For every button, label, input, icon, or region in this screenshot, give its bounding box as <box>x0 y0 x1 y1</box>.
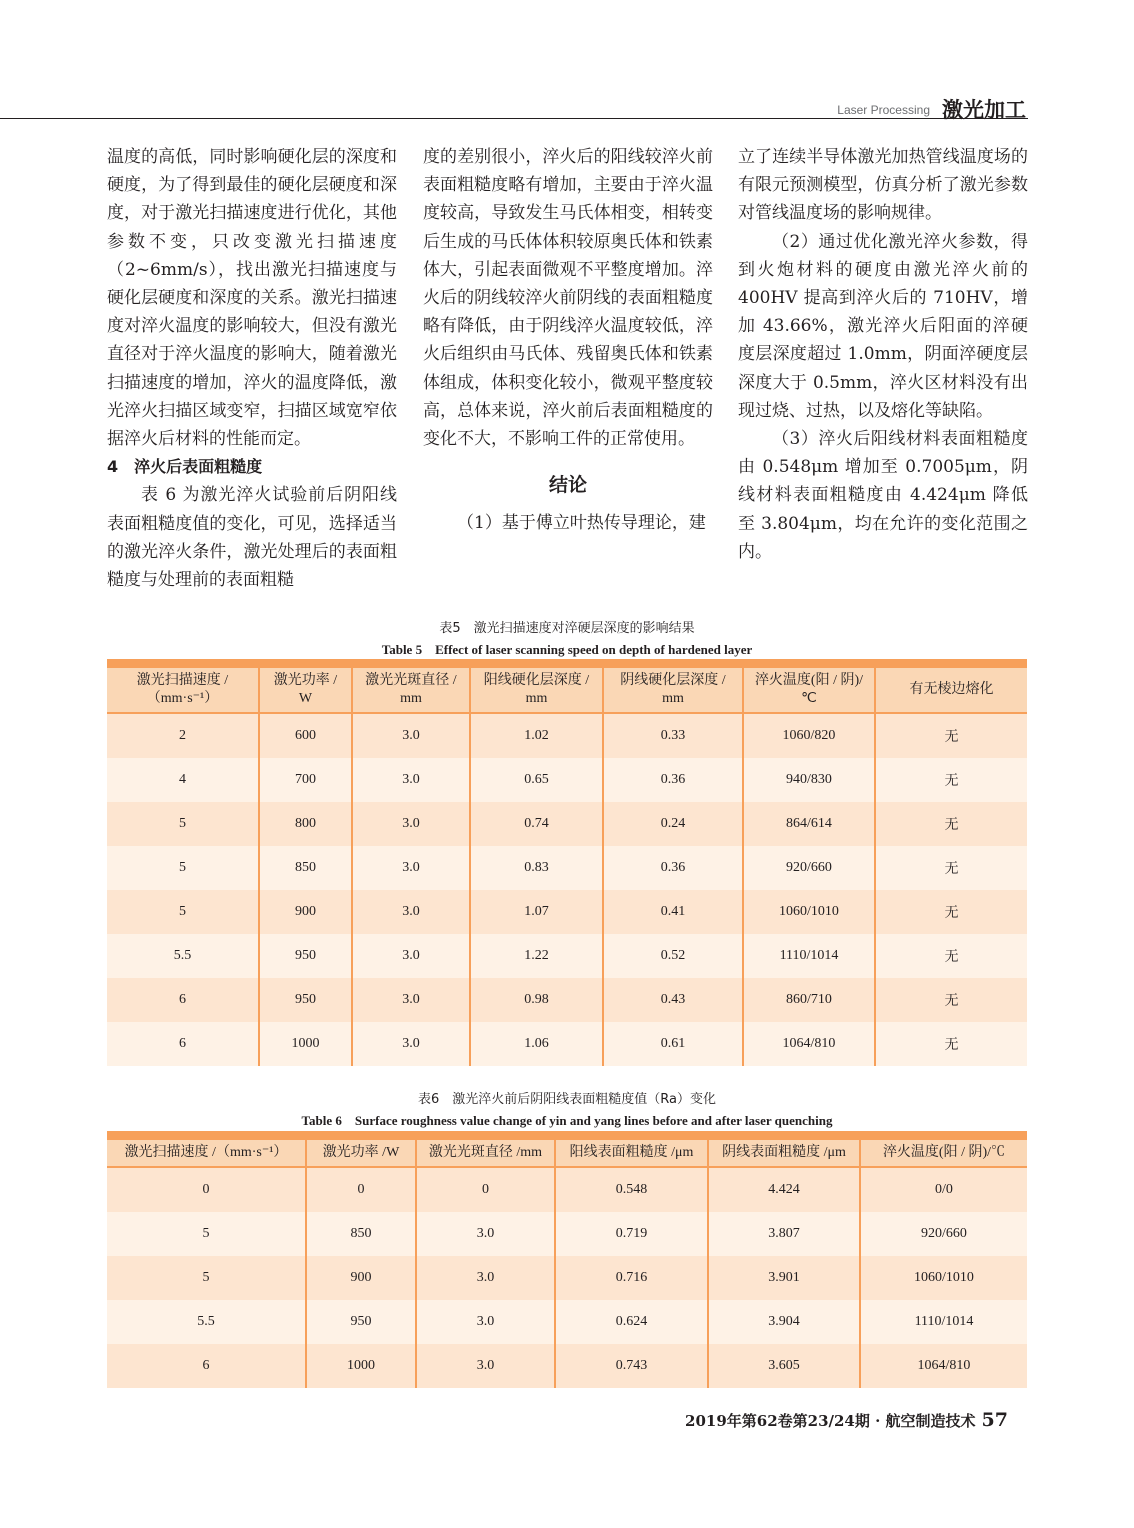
table-cell: 1.22 <box>470 934 603 978</box>
table-cell: 4 <box>107 758 259 802</box>
table-cell: 无 <box>875 978 1027 1022</box>
table5-body <box>107 713 1027 1066</box>
table-row <box>107 1167 1027 1212</box>
table5-header-cell <box>107 664 259 714</box>
table-cell: 无 <box>875 758 1027 802</box>
table-cell: 3.0 <box>352 713 470 758</box>
table-cell: 920/660 <box>743 846 875 890</box>
table5-header-cell <box>743 664 875 714</box>
table6-header-row <box>107 1136 1027 1168</box>
table-cell: 0.52 <box>603 934 743 978</box>
table-cell: 0 <box>306 1167 416 1212</box>
table-cell: 3.807 <box>708 1212 860 1256</box>
table6-caption-en: Table 6 Surface roughness value change of yin and yang lines before and after laser quenching <box>301 1113 833 1128</box>
table-cell: 0.24 <box>603 802 743 846</box>
table-cell: 700 <box>259 758 352 802</box>
table-cell: 0.41 <box>603 890 743 934</box>
table-row <box>107 713 1027 758</box>
text-column-1 <box>107 143 397 594</box>
table-cell: 1064/810 <box>860 1344 1027 1388</box>
table-cell: 1.06 <box>470 1022 603 1066</box>
table-cell: 950 <box>306 1300 416 1344</box>
table-cell: 0.743 <box>555 1344 708 1388</box>
conclusion-heading: 结论 <box>548 474 587 497</box>
table-cell: 1.07 <box>470 890 603 934</box>
table-cell: 0.36 <box>603 758 743 802</box>
paragraph: （2）通过优化激光淬火参数，得到火炮材料的硬度由激光淬火前的 400HV 提高到淬火后的 710HV，增加 43.66%，激光淬火后阳面的淬硬度层深度超过 1.0mm，阴面淬硬度层深度大于 0.5mm，淬火区材料没有出现过烧、过热，以及熔化等缺陷。 <box>738 231 1028 421</box>
table5-header-text: 阴线硬化层深度 / <box>620 673 726 688</box>
table-row <box>107 1344 1027 1388</box>
table-row <box>107 1212 1027 1256</box>
table-cell: 无 <box>875 1022 1027 1066</box>
table-cell: 3.901 <box>708 1256 860 1300</box>
table-cell: 3.0 <box>352 758 470 802</box>
table6-caption-cn: 表6 激光淬火前后阴阳线表面粗糙度值（Ra）变化 <box>418 1092 716 1107</box>
table5-header-text: ℃ <box>801 691 817 706</box>
table-cell: 1060/820 <box>743 713 875 758</box>
table-cell: 800 <box>259 802 352 846</box>
table5-header-cell <box>470 664 603 714</box>
table-cell: 1064/810 <box>743 1022 875 1066</box>
table-cell: 1060/1010 <box>743 890 875 934</box>
table-cell: 900 <box>259 890 352 934</box>
table-cell: 1060/1010 <box>860 1256 1027 1300</box>
table-cell: 3.605 <box>708 1344 860 1388</box>
table-cell: 860/710 <box>743 978 875 1022</box>
header-rule <box>0 118 1028 119</box>
table5-header-text: mm <box>400 691 422 706</box>
table-cell: 0.548 <box>555 1167 708 1212</box>
table-cell: 无 <box>875 846 1027 890</box>
table-row <box>107 934 1027 978</box>
table-cell: 无 <box>875 713 1027 758</box>
table-row <box>107 978 1027 1022</box>
table-cell: 0.74 <box>470 802 603 846</box>
table5-header-cell <box>259 664 352 714</box>
table-cell: 0.98 <box>470 978 603 1022</box>
table5-header-text: （mm·s⁻¹） <box>146 691 219 706</box>
table5-header-text: 有无棱边熔化 <box>909 682 994 697</box>
table-cell: 5 <box>107 1212 306 1256</box>
table6-header-cell: 阴线表面粗糙度 /μm <box>708 1136 860 1168</box>
table5-header-cell <box>603 664 743 714</box>
table-cell: 3.0 <box>352 890 470 934</box>
table5 <box>107 659 1027 1066</box>
table-cell: 1110/1014 <box>860 1300 1027 1344</box>
paragraph: 立了连续半导体激光加热管线温度场的有限元预测模型，仿真分析了激光参数对管线温度场的影响规律。 <box>738 147 1028 224</box>
table5-header-text: 淬火温度(阳 / 阴)/ <box>754 673 864 688</box>
table-cell: 5 <box>107 846 259 890</box>
table-cell: 0 <box>107 1167 306 1212</box>
paragraph: 度的差别很小，淬火后的阳线较淬火前表面粗糙度略有增加，主要由于淬火温度较高，导致发生马氏体相变，相转变后生成的马氏体体积较原奥氏体和铁素体大，引起表面微观不平整度增加。淬火后的阴线较淬火前阴线的表面粗糙度略有降低，由于阴线淬火温度较低，淬火后组织由马氏体、残留奥氏体和铁素体组成，体积变化较小，微观平整度较高，总体来说，淬火前后表面粗糙度的变化不大，不影响工件的正常使用。 <box>423 147 713 450</box>
table5-header-row <box>107 664 1027 714</box>
table-cell: 0.719 <box>555 1212 708 1256</box>
table6-header-cell: 阳线表面粗糙度 /μm <box>555 1136 708 1168</box>
table-cell: 920/660 <box>860 1212 1027 1256</box>
table-cell: 0.36 <box>603 846 743 890</box>
table-cell: 5.5 <box>107 1300 306 1344</box>
header-journal-section-en: Laser Processing <box>837 103 930 117</box>
paragraph: 温度的高低，同时影响硬化层的深度和硬度，为了得到最佳的硬化层硬度和深度，对于激光扫描速度进行优化，其他参数不变，只改变激光扫描速度（2~6mm/s），找出激光扫描速度与硬化层硬度和深度的关系。激光扫描速度对淬火温度的影响较大，但没有激光直径对于淬火温度的影响大，随着激光扫描速度的增加，淬火的温度降低，激光淬火扫描区域变窄，扫描区域宽窄依据淬火后材料的性能而定。 <box>107 147 397 450</box>
table-cell: 1.02 <box>470 713 603 758</box>
table6-header-cell: 淬火温度(阳 / 阴)/℃ <box>860 1136 1027 1168</box>
table-cell: 0 <box>416 1167 555 1212</box>
table5-header-text: 阳线硬化层深度 / <box>483 673 590 688</box>
table-cell: 0.83 <box>470 846 603 890</box>
table-cell: 5.5 <box>107 934 259 978</box>
table-cell: 1000 <box>259 1022 352 1066</box>
table5-header-text: 激光功率 / <box>273 673 338 688</box>
table-cell: 600 <box>259 713 352 758</box>
table-cell: 无 <box>875 890 1027 934</box>
section-heading: 4 淬火后表面粗糙度 <box>107 457 263 477</box>
table6-header-cell: 激光功率 /W <box>306 1136 416 1168</box>
table5-caption-en: Table 5 Effect of laser scanning speed on depth of hardened layer <box>381 642 753 657</box>
table6-header-cell: 激光光斑直径 /mm <box>416 1136 555 1168</box>
table-cell: 6 <box>107 1344 306 1388</box>
table-cell: 3.0 <box>352 802 470 846</box>
table-cell: 940/830 <box>743 758 875 802</box>
table-cell: 850 <box>259 846 352 890</box>
page-number: 57 <box>981 1409 1008 1431</box>
table5-header-text: W <box>298 691 313 706</box>
table6 <box>107 1131 1027 1388</box>
paragraph: （3）淬火后阳线材料表面粗糙度由 0.548μm 增加至 0.7005μm，阴线材料表面粗糙度由 4.424μm 降低至 3.804μm，均在允许的变化范围之内。 <box>738 429 1028 562</box>
table-row <box>107 1256 1027 1300</box>
table-cell: 无 <box>875 934 1027 978</box>
header-journal-section-cn: 激光加工 <box>942 98 1026 122</box>
table-cell: 0.43 <box>603 978 743 1022</box>
table-cell: 3.0 <box>416 1212 555 1256</box>
table-row <box>107 758 1027 802</box>
table-cell: 无 <box>875 802 1027 846</box>
table6-header-cell: 激光扫描速度 /（mm·s⁻¹） <box>107 1136 306 1168</box>
table-cell: 5 <box>107 1256 306 1300</box>
table-cell: 0.624 <box>555 1300 708 1344</box>
table-cell: 0/0 <box>860 1167 1027 1212</box>
table-cell: 4.424 <box>708 1167 860 1212</box>
table-cell: 0.61 <box>603 1022 743 1066</box>
table-cell: 5 <box>107 802 259 846</box>
table5-header-cell <box>875 664 1027 714</box>
table-cell: 6 <box>107 978 259 1022</box>
table5-header-text: 激光光斑直径 / <box>365 673 457 688</box>
table-cell: 3.0 <box>416 1256 555 1300</box>
table5-header-text: mm <box>662 691 684 706</box>
table-cell: 0.65 <box>470 758 603 802</box>
table-row <box>107 890 1027 934</box>
table-cell: 3.904 <box>708 1300 860 1344</box>
table-cell: 900 <box>306 1256 416 1300</box>
table-row <box>107 846 1027 890</box>
table-cell: 6 <box>107 1022 259 1066</box>
table-cell: 3.0 <box>416 1344 555 1388</box>
text-column-3 <box>738 143 1028 566</box>
table-cell: 1110/1014 <box>743 934 875 978</box>
table-row <box>107 802 1027 846</box>
table5-caption-cn: 表5 激光扫描速度对淬硬层深度的影响结果 <box>439 621 695 636</box>
table-cell: 1000 <box>306 1344 416 1388</box>
table-cell: 2 <box>107 713 259 758</box>
table5-header-text: mm <box>525 691 548 706</box>
table-cell: 3.0 <box>352 934 470 978</box>
table-cell: 0.716 <box>555 1256 708 1300</box>
table-cell: 864/614 <box>743 802 875 846</box>
paragraph: （1）基于傅立叶热传导理论，建 <box>457 513 706 534</box>
table-cell: 3.0 <box>416 1300 555 1344</box>
table-cell: 950 <box>259 934 352 978</box>
paragraph: 表 6 为激光淬火试验前后阴阳线表面粗糙度值的变化，可见，选择适当的激光淬火条件，激光处理后的表面粗糙度与处理前的表面粗糙 <box>107 485 397 591</box>
table5-header-text: 激光扫描速度 / <box>136 673 229 688</box>
table-cell: 5 <box>107 890 259 934</box>
table-cell: 950 <box>259 978 352 1022</box>
table-cell: 0.33 <box>603 713 743 758</box>
page-footer <box>685 1409 1008 1431</box>
table-row <box>107 1300 1027 1344</box>
table-cell: 850 <box>306 1212 416 1256</box>
table-row <box>107 1022 1027 1066</box>
table6-body <box>107 1167 1027 1388</box>
table5-header-cell <box>352 664 470 714</box>
table-cell: 3.0 <box>352 1022 470 1066</box>
table-cell: 3.0 <box>352 846 470 890</box>
text-column-2 <box>423 143 713 538</box>
table-cell: 3.0 <box>352 978 470 1022</box>
footer-issue: 2019年第62卷第23/24期 · 航空制造技术 <box>685 1412 976 1430</box>
